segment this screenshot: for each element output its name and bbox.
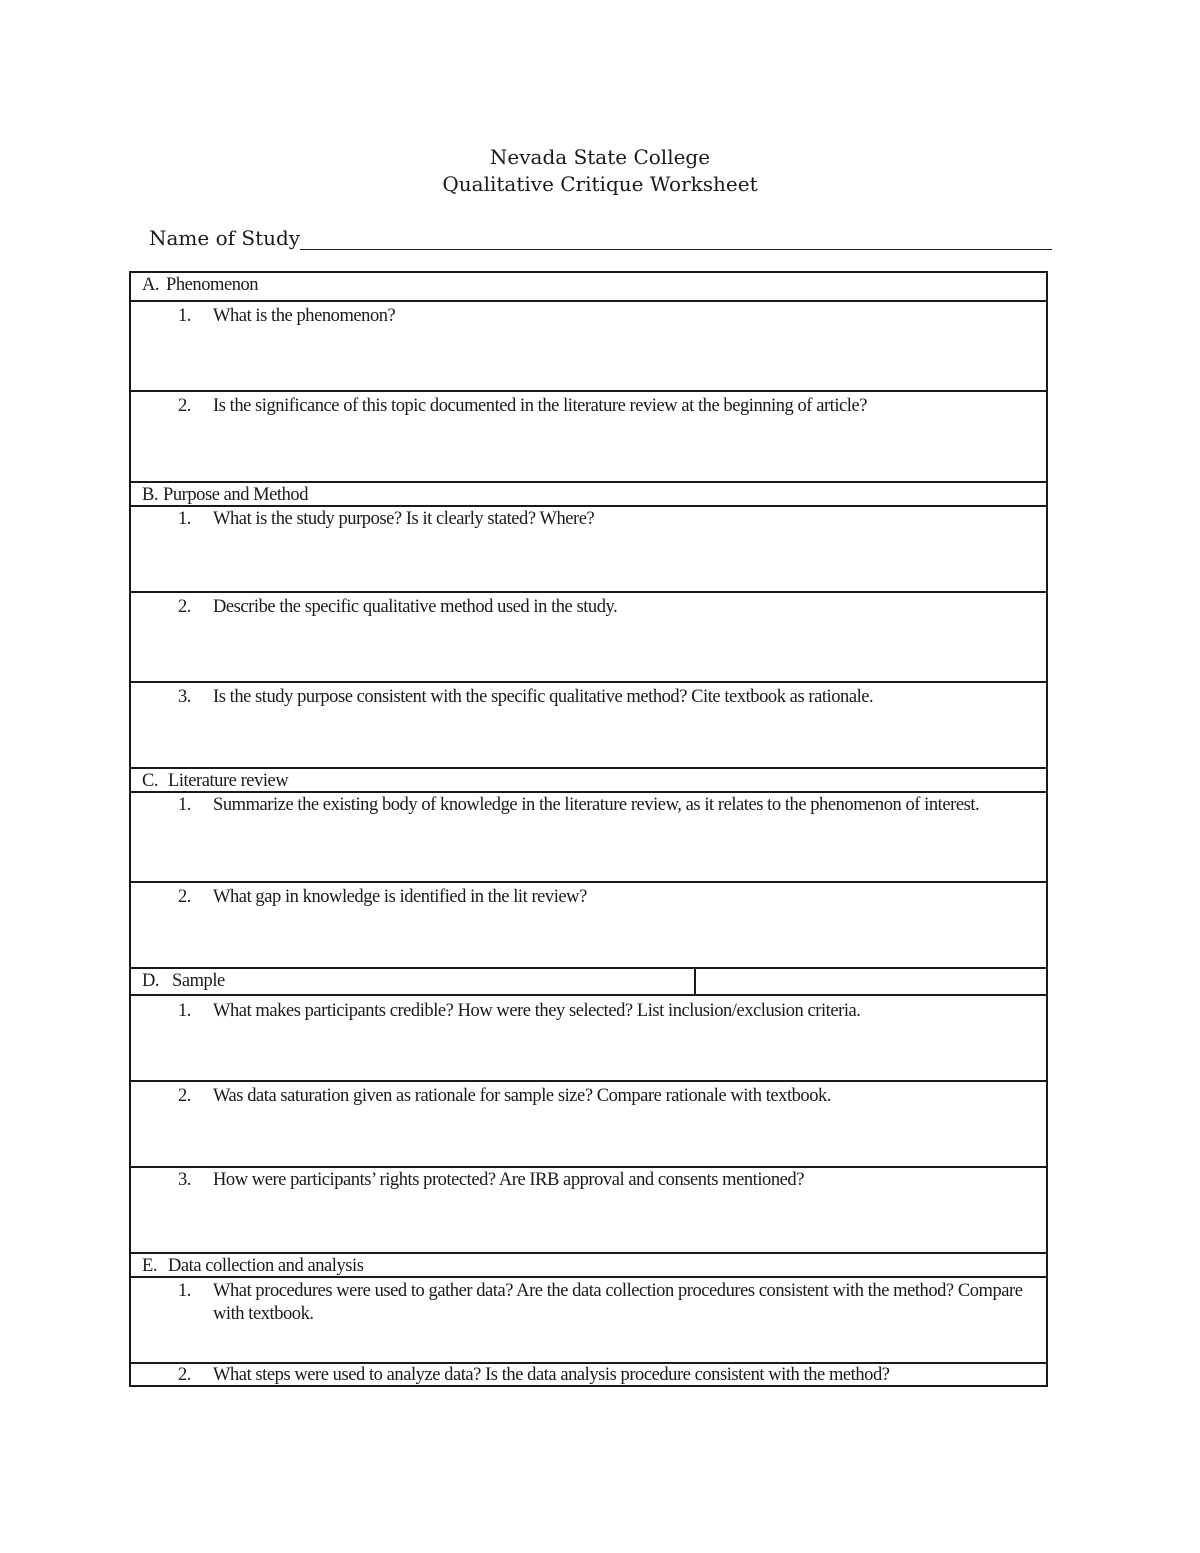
- section-label: Sample: [172, 971, 225, 991]
- name-of-study-label: Name of Study: [149, 226, 301, 250]
- question-number: 2.: [178, 396, 191, 416]
- worksheet-header: [0, 144, 1200, 198]
- section-c-header: [129, 767, 1048, 793]
- question-text: What makes participants credible? How were they selected? List inclusion/exclusion criteria.: [213, 1001, 861, 1021]
- section-letter: D.: [142, 971, 160, 991]
- question-text: What procedures were used to gather data? Are the data collection procedures consistent with the method? Compare with textbook.: [213, 1281, 1023, 1324]
- answer-box-d2[interactable]: [129, 1080, 1048, 1168]
- question-number: 1.: [178, 1001, 191, 1021]
- section-b-header: [129, 481, 1048, 507]
- answer-box-a1[interactable]: [129, 300, 1048, 392]
- question-number: 3.: [178, 687, 191, 707]
- question-number: 2.: [178, 1365, 191, 1385]
- section-a-header: [129, 271, 1048, 302]
- question-number: 1.: [178, 306, 191, 326]
- college-name: Nevada State College: [489, 145, 711, 169]
- answer-box-b2[interactable]: [129, 591, 1048, 683]
- question-text: Was data saturation given as rationale for sample size? Compare rationale with textbook.: [213, 1086, 832, 1106]
- question-number: 3.: [178, 1170, 191, 1190]
- question-text: Summarize the existing body of knowledge in the literature review, as it relates to the phenomenon of interest.: [213, 795, 980, 815]
- answer-box-d3[interactable]: [129, 1166, 1048, 1254]
- section-letter: E.: [142, 1256, 158, 1276]
- answer-box-e2[interactable]: [129, 1362, 1048, 1387]
- answer-box-b3[interactable]: [129, 681, 1048, 769]
- question-number: 1.: [178, 795, 191, 815]
- section-letter: C.: [142, 771, 159, 791]
- name-of-study-row: [149, 224, 1052, 250]
- section-label: Phenomenon: [166, 275, 259, 295]
- section-e-header: [129, 1252, 1048, 1278]
- header-cell-divider: [694, 969, 696, 994]
- answer-box-d1[interactable]: [129, 994, 1048, 1082]
- worksheet-title: Qualitative Critique Worksheet: [442, 172, 758, 196]
- name-of-study-field[interactable]: [300, 227, 1052, 250]
- question-text: Is the study purpose consistent with the specific qualitative method? Cite textbook as rationale.: [213, 687, 874, 707]
- question-number: 2.: [178, 887, 191, 907]
- section-d-header: [129, 967, 1048, 996]
- question-number: 2.: [178, 597, 191, 617]
- question-text: What is the phenomenon?: [213, 306, 396, 326]
- answer-box-e1[interactable]: [129, 1276, 1048, 1364]
- answer-box-b1[interactable]: [129, 505, 1048, 593]
- question-text: How were participants’ rights protected? Are IRB approval and consents mentioned?: [213, 1170, 804, 1190]
- question-number: 1.: [178, 509, 191, 529]
- answer-box-a2[interactable]: [129, 390, 1048, 483]
- answer-box-c1[interactable]: [129, 791, 1048, 883]
- section-label: Purpose and Method: [163, 485, 309, 505]
- section-label: Literature review: [168, 771, 289, 791]
- answer-box-c2[interactable]: [129, 881, 1048, 969]
- section-letter: B.: [142, 485, 159, 505]
- section-letter: A.: [142, 275, 160, 295]
- question-text: What steps were used to analyze data? Is the data analysis procedure consistent with the method?: [213, 1365, 890, 1385]
- question-text: What is the study purpose? Is it clearly stated? Where?: [213, 509, 595, 529]
- section-label: Data collection and analysis: [168, 1256, 364, 1276]
- question-text: What gap in knowledge is identified in the lit review?: [213, 887, 587, 907]
- question-text: Is the significance of this topic documented in the literature review at the beginning of article?: [213, 396, 868, 416]
- question-number: 1.: [178, 1281, 191, 1301]
- question-text: Describe the specific qualitative method used in the study.: [213, 597, 618, 617]
- question-number: 2.: [178, 1086, 191, 1106]
